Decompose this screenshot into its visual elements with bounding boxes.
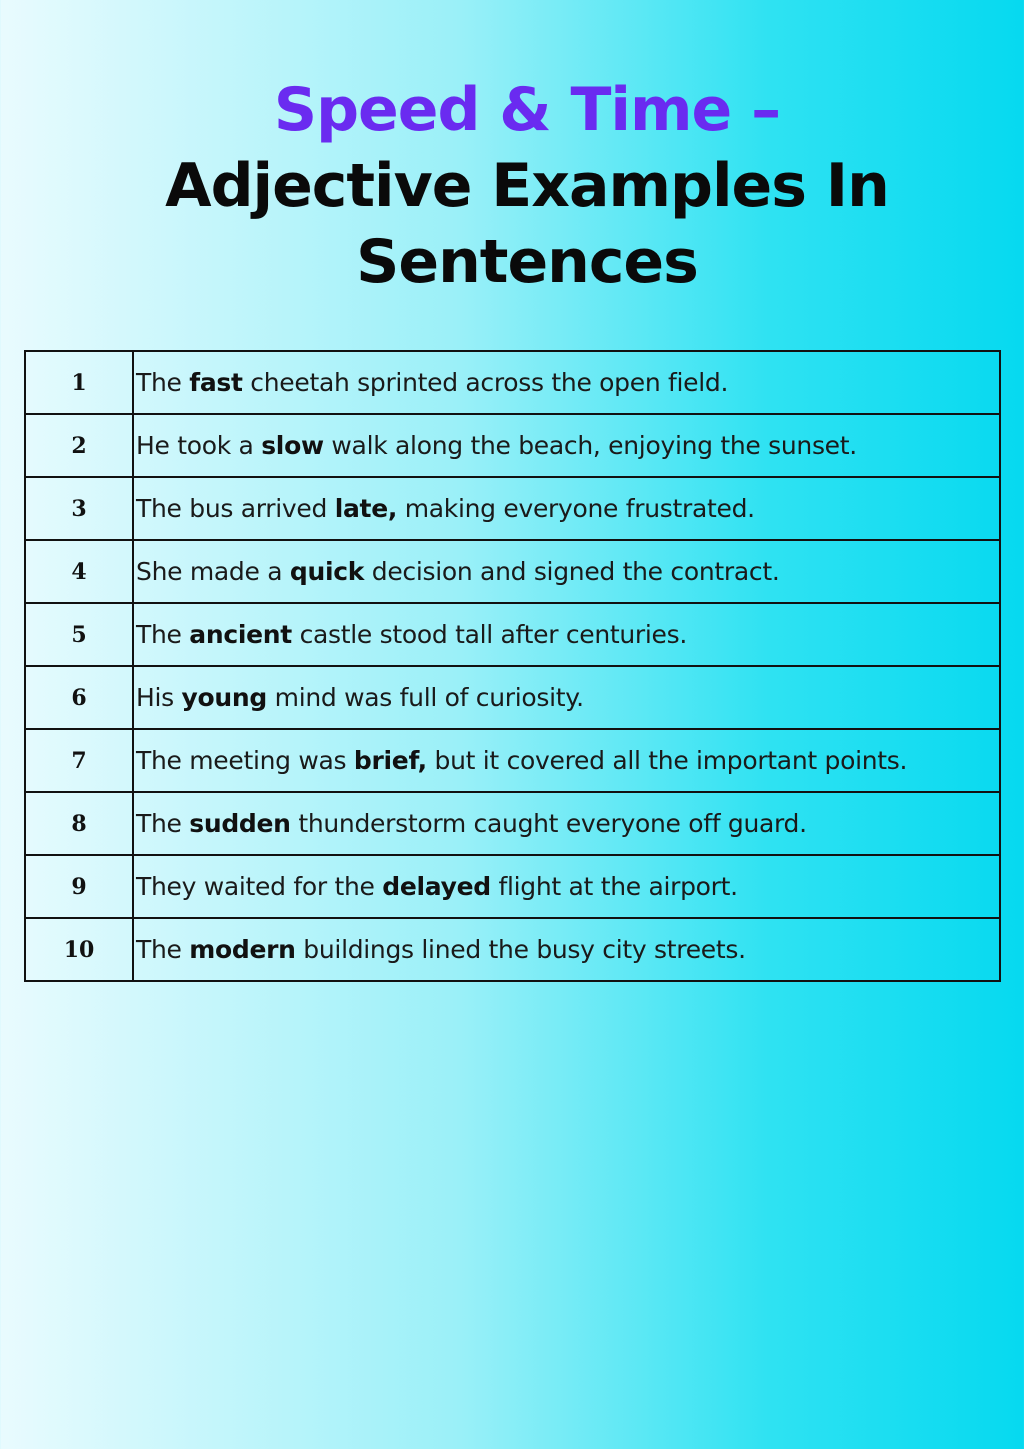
adjective: delayed: [382, 872, 491, 901]
row-number: 1: [25, 351, 133, 414]
sentence: [133, 855, 1000, 918]
row-number: 10: [25, 918, 133, 981]
row-number: 5: [25, 603, 133, 666]
page-title: [0, 72, 1024, 300]
row-number: 7: [25, 729, 133, 792]
row-number: 3: [25, 477, 133, 540]
sentence: [133, 792, 1000, 855]
sentence-text: walk along the beach, enjoying the sunset.: [323, 431, 857, 460]
adjective: brief,: [353, 746, 427, 775]
row-number: 4: [25, 540, 133, 603]
row-number: 6: [25, 666, 133, 729]
adjective: young: [181, 683, 267, 712]
sentence-text: thunderstorm caught everyone off guard.: [290, 809, 807, 838]
table-row: [25, 729, 1000, 792]
table-row: [25, 666, 1000, 729]
sentence: [133, 918, 1000, 981]
sentence: [133, 729, 1000, 792]
sentence-text: The: [136, 620, 190, 649]
table-row: [25, 477, 1000, 540]
sentence-text: cheetah sprinted across the open field.: [242, 368, 729, 397]
table-row: [25, 414, 1000, 477]
adjective: slow: [261, 431, 324, 460]
sentence: [133, 540, 1000, 603]
sentence-text: decision and signed the contract.: [364, 557, 780, 586]
sentence-text: The: [136, 935, 190, 964]
sentence: [133, 477, 1000, 540]
sentence-text: He took a: [136, 431, 262, 460]
sentence: [133, 666, 1000, 729]
sentence: [133, 414, 1000, 477]
row-number: 9: [25, 855, 133, 918]
title-line-1: Speed & Time –: [273, 75, 781, 145]
row-number: 2: [25, 414, 133, 477]
sentence-text: The: [136, 368, 190, 397]
adjective: fast: [189, 368, 243, 397]
table-row: [25, 603, 1000, 666]
sentence-text: buildings lined the busy city streets.: [295, 935, 746, 964]
sentence-text: The bus arrived: [136, 494, 335, 523]
sentence-text: flight at the airport.: [490, 872, 738, 901]
table-row: [25, 855, 1000, 918]
sentence-text: making everyone frustrated.: [397, 494, 755, 523]
sentence-text: The meeting was: [136, 746, 354, 775]
sentence-text: mind was full of curiosity.: [267, 683, 584, 712]
title-line-2: Adjective Examples In: [165, 151, 889, 221]
row-number: 8: [25, 792, 133, 855]
adjective: quick: [289, 557, 365, 586]
table-row: [25, 792, 1000, 855]
sentence-text: She made a: [136, 557, 290, 586]
sentence-text: The: [136, 809, 190, 838]
sentence-text: but it covered all the important points.: [426, 746, 908, 775]
sentence-text: They waited for the: [136, 872, 383, 901]
table-row: [25, 351, 1000, 414]
sentence-text: castle stood tall after centuries.: [291, 620, 688, 649]
adjective: late,: [334, 494, 398, 523]
examples-table: [24, 350, 1001, 982]
sentence: [133, 351, 1000, 414]
adjective: sudden: [189, 809, 291, 838]
table-row: [25, 918, 1000, 981]
adjective: modern: [189, 935, 296, 964]
adjective: ancient: [189, 620, 292, 649]
title-line-3: Sentences: [356, 227, 698, 297]
sentence-text: His: [136, 683, 182, 712]
table-row: [25, 540, 1000, 603]
sentence: [133, 603, 1000, 666]
